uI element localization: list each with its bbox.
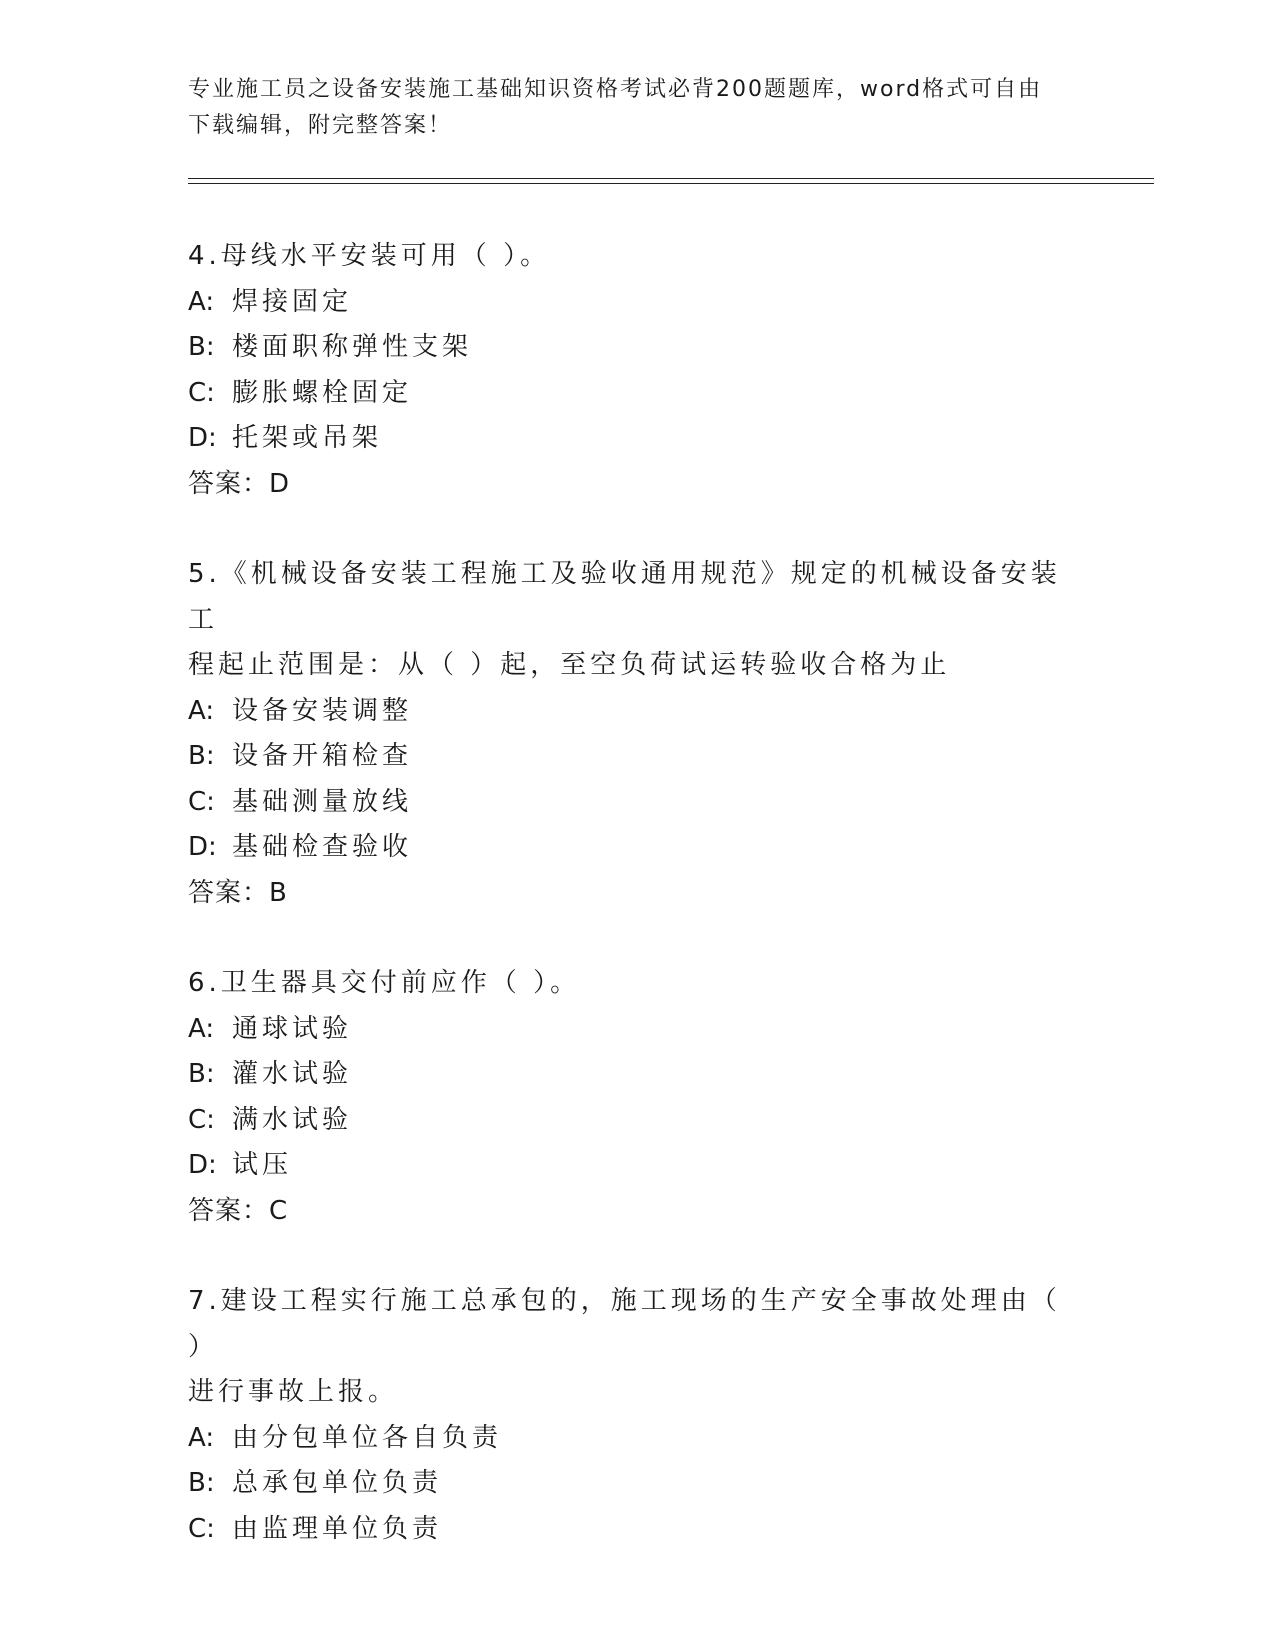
option-text: 满水试验 [232,1104,353,1135]
option-text: 设备开箱检查 [232,741,413,771]
option-letter: D: [188,423,217,453]
question-block [188,961,1088,1234]
answer-key [188,462,1088,508]
question-stem-line: 进行事故上报。 [188,1377,399,1407]
option-letter: A: [188,695,215,726]
answer-option [188,825,1088,871]
question-list [188,234,1088,1597]
answer-value: B [269,877,288,908]
option-text: 试压 [232,1150,293,1180]
question-stem [188,1279,1088,1416]
option-text: 灌水试验 [232,1059,353,1089]
answer-key [188,871,1088,917]
option-text: 由分包单位各自负责 [232,1422,503,1453]
answer-option [188,280,1088,326]
header-divider-top [188,178,1154,179]
option-letter: B: [188,741,215,771]
answer-option [188,1507,1088,1553]
answer-option [188,734,1088,780]
question-stem [188,234,1088,280]
answer-option [188,689,1088,735]
option-text: 楼面职称弹性支架 [232,332,473,362]
question-stem-line: 7.建设工程实行施工总承包的，施工现场的生产安全事故处理由（ ） [188,1286,1061,1362]
option-letter: A: [188,1422,215,1453]
option-text: 设备安装调整 [232,695,413,726]
question-stem [188,961,1088,1007]
question-block [188,1279,1088,1552]
option-letter: D: [188,1150,217,1180]
question-stem-line: 4.母线水平安装可用（ ）。 [188,241,551,271]
option-text: 总承包单位负责 [232,1468,443,1498]
answer-option [188,325,1088,371]
answer-label: 答案： [188,468,270,499]
answer-option [188,371,1088,417]
question-stem-line: 5.《机械设备安装工程施工及验收通用规范》规定的机械设备安装工 [188,559,1061,635]
option-letter: B: [188,1059,215,1089]
option-text: 托架或吊架 [232,423,383,453]
answer-option [188,1098,1088,1144]
answer-label: 答案： [188,1195,270,1226]
option-letter: B: [188,1468,215,1498]
answer-option [188,1007,1088,1053]
option-letter: D: [188,832,217,862]
answer-option [188,1052,1088,1098]
header-divider-bottom [188,183,1154,184]
option-letter: C: [188,1104,215,1135]
question-stem-line: 程起止范围是：从（ ）起，至空负荷试运转验收合格为止 [188,650,951,680]
option-text: 基础测量放线 [232,786,413,817]
answer-option [188,1461,1088,1507]
answer-option [188,416,1088,462]
option-letter: A: [188,1013,215,1044]
document-header [188,72,1068,144]
question-block [188,552,1088,916]
option-letter: C: [188,786,215,817]
answer-option [188,1143,1088,1189]
option-text: 膨胀螺栓固定 [232,377,413,408]
answer-option [188,780,1088,826]
question-block [188,234,1088,507]
answer-label: 答案： [188,877,270,908]
question-stem-line: 6.卫生器具交付前应作（ ）。 [188,968,581,998]
option-text: 焊接固定 [232,286,353,317]
answer-value: D [269,468,291,499]
option-text: 通球试验 [232,1013,353,1044]
header-line-1: 专业施工员之设备安装施工基础知识资格考试必背200题题库，word格式可自由 [188,77,1043,102]
header-line-2: 下载编辑，附完整答案！ [188,113,453,138]
option-letter: B: [188,332,215,362]
option-letter: C: [188,1513,215,1544]
answer-option [188,1416,1088,1462]
option-text: 由监理单位负责 [232,1513,443,1544]
question-stem [188,552,1088,689]
option-text: 基础检查验收 [232,832,413,862]
option-letter: A: [188,286,215,317]
option-letter: C: [188,377,215,408]
answer-key [188,1189,1088,1235]
answer-value: C [269,1195,289,1226]
